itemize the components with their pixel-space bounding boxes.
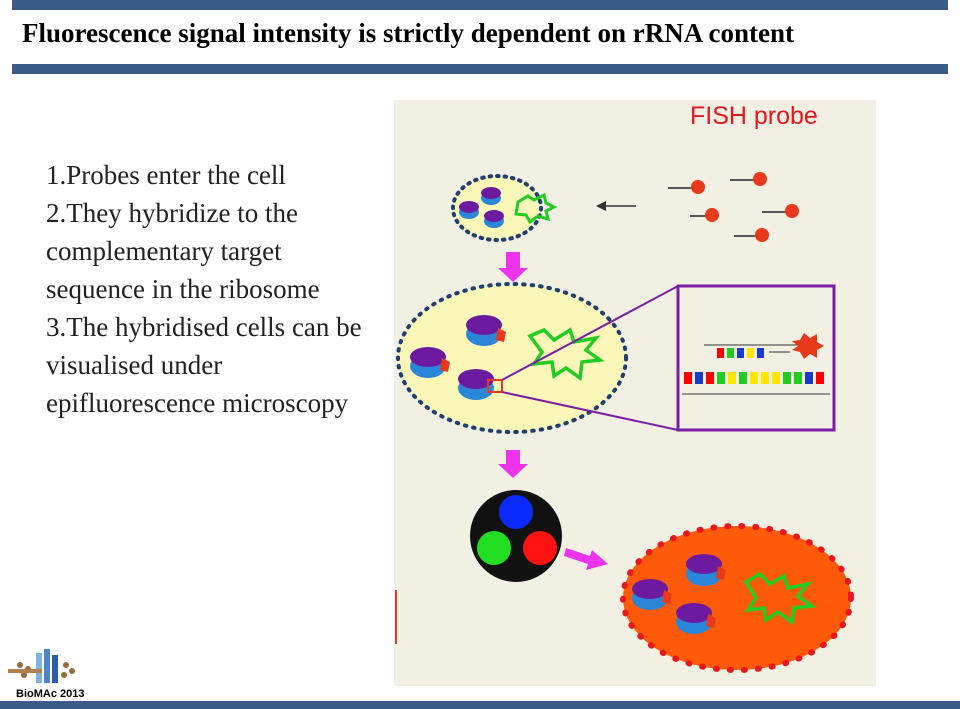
step-2: 2.They hybridize to the complementary target sequence in the ribosome	[46, 198, 320, 304]
slide-title: Fluorescence signal intensity is strictly dependent on rRNA content	[22, 18, 794, 48]
down-arrow	[498, 252, 528, 282]
zoom-inset	[678, 286, 834, 430]
cell-hybridised	[398, 284, 626, 432]
probe	[668, 180, 705, 194]
free-probes	[668, 172, 799, 242]
fish-diagram	[394, 100, 876, 686]
cell-stained	[623, 526, 851, 670]
entry-arrow	[596, 201, 636, 211]
fish-figure	[394, 100, 876, 686]
probe	[762, 204, 799, 218]
footer-bar	[0, 701, 960, 709]
probe	[690, 208, 719, 222]
step-1: 1.Probes enter the cell	[46, 160, 286, 190]
fish-probe-label: FISH probe	[690, 102, 818, 130]
logo-text: BioMAc 2013	[16, 688, 85, 700]
title-bar-bottom	[12, 64, 948, 74]
probe	[730, 172, 767, 186]
title-bar-top	[12, 0, 948, 10]
probe	[734, 228, 769, 242]
cell-small	[453, 176, 554, 240]
step-3: 3.The hybridised cells can be visualised under epifluorescence microscopy	[46, 312, 362, 418]
microscopy-view	[470, 490, 562, 582]
steps-list	[46, 156, 366, 422]
result-arrow	[564, 548, 608, 570]
down-arrow	[498, 450, 528, 478]
